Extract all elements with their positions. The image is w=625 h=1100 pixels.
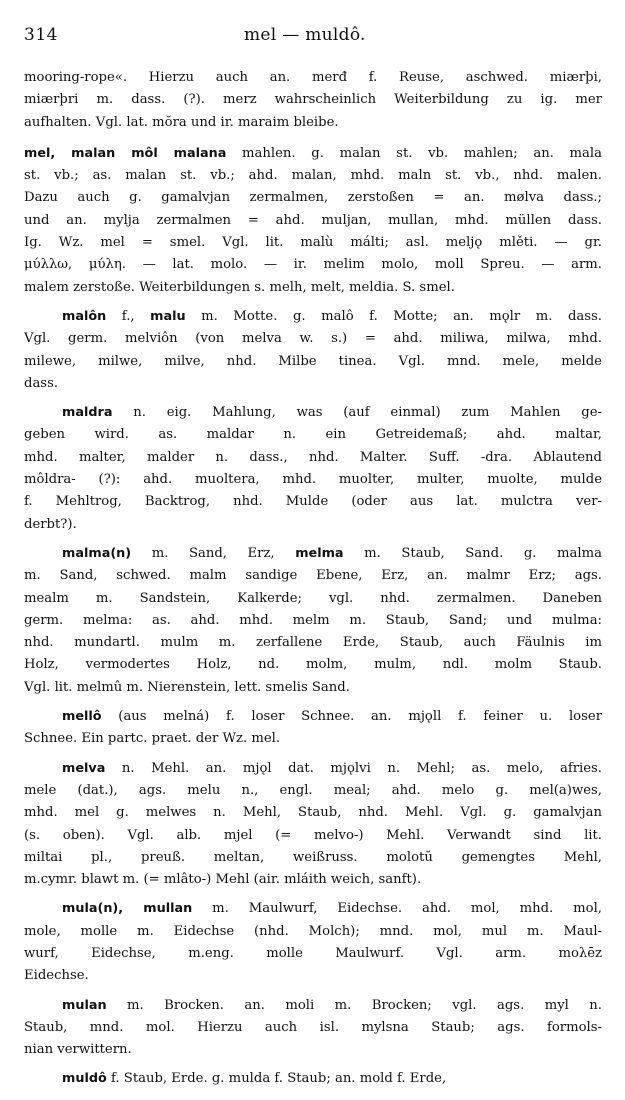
headword: maldra — [62, 405, 113, 421]
text-line: môldra- (?): ahd. muoltera, mhd. muolter, multer, muolte, mulde — [24, 472, 602, 488]
text-line: dass. — [24, 375, 59, 391]
entry-text: n. Mehl. an. mjǫl dat. mjǫlvi n. Mehl; as. melo, afries. — [105, 760, 602, 776]
entry-text: f. Staub, Erde. g. mulda f. Staub; an. mold f. Erde, — [106, 1071, 447, 1087]
text-line: Schnee. Ein partc. praet. der Wz. mel. — [24, 731, 281, 747]
entry-melva — [24, 758, 602, 892]
entry-mula — [24, 898, 602, 987]
headword: mel, malan môl malana — [24, 145, 227, 161]
text-line: nian verwittern. — [24, 1042, 132, 1058]
text-line: mole, molle m. Eidechse (nhd. Molch); mnd. mol, mul m. Maul- — [24, 923, 602, 939]
entry-text: m. Maulwurf, Eidechse. ahd. mol, mhd. mol, — [192, 901, 602, 917]
entry-first-line — [62, 1068, 602, 1090]
page-number: 314 — [24, 25, 58, 45]
text-line: Ig. Wz. mel = smel. Vgl. lit. malù málti; asl. meljǫ mlěti. — gr. — [24, 235, 602, 251]
entry-first-line — [62, 995, 602, 1017]
text-line: Holz, vermodertes Holz, nd. molm, mulm, ndl. molm Staub. — [24, 657, 602, 673]
text-line: mhd. mel g. melwes n. Mehl, Staub, nhd. Mehl. Vgl. g. gamalvjan — [24, 805, 602, 821]
text-line: miltai pl., preuß. meltan, weißruss. molotŭ gemengtes Mehl, — [24, 849, 602, 865]
text-line: derbt?). — [24, 516, 77, 532]
entry-first-line — [62, 758, 602, 780]
headword: malôn — [62, 308, 107, 324]
entry-text: m. Brocken. an. moli m. Brocken; vgl. ags. myl n. — [106, 997, 602, 1013]
text-line: μύλλω, μύλη. — lat. molo. — ir. melim molo, moll Spreu. — arm. — [24, 257, 602, 273]
secondary-headword: melma — [295, 545, 344, 561]
text-line: Eidechse. — [24, 968, 89, 984]
headword: mulan — [62, 997, 107, 1013]
entry-malon — [24, 306, 602, 395]
text-line: m.cymr. blawt m. (= mlâto-) Mehl (air. mláith weich, sanft). — [24, 872, 422, 888]
entry-text: n. eig. Mahlung, was (auf einmal) zum Mahlen ge- — [112, 405, 602, 421]
entry-malma — [24, 543, 602, 699]
headword: mellô — [62, 709, 102, 725]
text-line: mooring-rope«. Hierzu auch an. merđ f. Reuse, aschwed. miærþi, — [24, 70, 602, 85]
text-line: Dazu auch g. gamalvjan zermalmen, zerstoßen = an. mølva dass.; — [24, 190, 602, 206]
running-head: mel — muldô. — [244, 25, 366, 45]
text-line: mele (dat.), ags. melu n., engl. meal; ahd. melo g. mel(a)wes, — [24, 782, 602, 798]
entry-first-line — [62, 402, 602, 424]
text-line: m. Sand, schwed. malm sandige Ebene, Erz, an. malmr Erz; ags. — [24, 568, 602, 584]
entry-text: m. Sand, Erz, melma m. Staub, Sand. g. malma — [131, 545, 602, 561]
text-line: geben wird. as. maldar n. ein Getreidemaß; ahd. maltar, — [24, 427, 602, 443]
entry-mello — [24, 706, 602, 751]
text-line: miærþri m. dass. (?). merz wahrscheinlich Weiterbildung zu ig. mer — [24, 92, 602, 108]
text-line: und an. mylja zermalmen = ahd. muljan, mullan, mhd. müllen dass. — [24, 212, 602, 228]
entry-list — [24, 143, 602, 1091]
dictionary-page — [24, 0, 602, 1100]
entry-first-line — [62, 543, 602, 565]
text-line: aufhalten. Vgl. lat. mŏra und ir. maraim bleibe. — [24, 114, 339, 130]
entry-text: (aus melná) f. loser Schnee. an. mjǫll f. feiner u. loser — [101, 709, 602, 725]
entry-first-line — [24, 143, 602, 165]
headword: mula(n), mullan — [62, 901, 193, 917]
entry-maldra — [24, 402, 602, 536]
text-line: germ. melma: as. ahd. mhd. melm m. Staub, Sand; und mulma: — [24, 612, 602, 628]
entry-mulan — [24, 995, 602, 1062]
text-line: Vgl. germ. melviôn (von melva w. s.) = ahd. miliwa, milwa, mhd. — [24, 331, 602, 347]
headword: melva — [62, 760, 106, 776]
text-line: mealm m. Sandstein, Kalkerde; vgl. nhd. zermalmen. Daneben — [24, 590, 602, 606]
headword: malma(n) — [62, 545, 132, 561]
text-line: nhd. mundartl. mulm m. zerfallene Erde, Staub, auch Fäulnis im — [24, 635, 602, 651]
entry-first-line — [62, 898, 602, 920]
page-header — [24, 24, 602, 66]
text-line: milewe, milwe, milve, nhd. Milbe tinea. Vgl. mnd. mele, melde — [24, 353, 602, 369]
text-line: Vgl. lit. melmû m. Nierenstein, lett. smelis Sand. — [24, 679, 350, 695]
entry-text: mahlen. g. malan st. vb. mahlen; an. mala — [226, 145, 602, 161]
secondary-headword: malu — [150, 308, 186, 324]
entry-first-line — [62, 706, 602, 728]
text-line: wurf, Eidechse, m.eng. molle Maulwurf. Vgl. arm. moλēz — [24, 945, 602, 961]
text-line: Staub, mnd. mol. Hierzu auch isl. mylsna Staub; ags. formols- — [24, 1019, 602, 1035]
text-line: st. vb.; as. malan st. vb.; ahd. malan, mhd. maln st. vb., nhd. malen. — [24, 168, 602, 184]
text-line: (s. oben). Vgl. alb. mjel (= melvo-) Mehl. Verwandt sind lit. — [24, 827, 602, 843]
entry-text: f., malu m. Motte. g. malô f. Motte; an. mǫlr m. dass. — [106, 308, 602, 324]
headword: muldô — [62, 1071, 107, 1087]
entry-muldo — [24, 1068, 602, 1090]
entry-mel — [24, 143, 602, 299]
entry-first-line — [62, 306, 602, 328]
continuation-text — [24, 67, 602, 134]
text-line: f. Mehltrog, Backtrog, nhd. Mulde (oder aus lat. mulctra ver- — [24, 494, 602, 510]
text-line: malem zerstoße. Weiterbildungen s. melh, melt, meldia. S. smel. — [24, 279, 455, 295]
text-line: mhd. malter, malder n. dass., nhd. Malter. Suff. -dra. Ablautend — [24, 449, 602, 465]
